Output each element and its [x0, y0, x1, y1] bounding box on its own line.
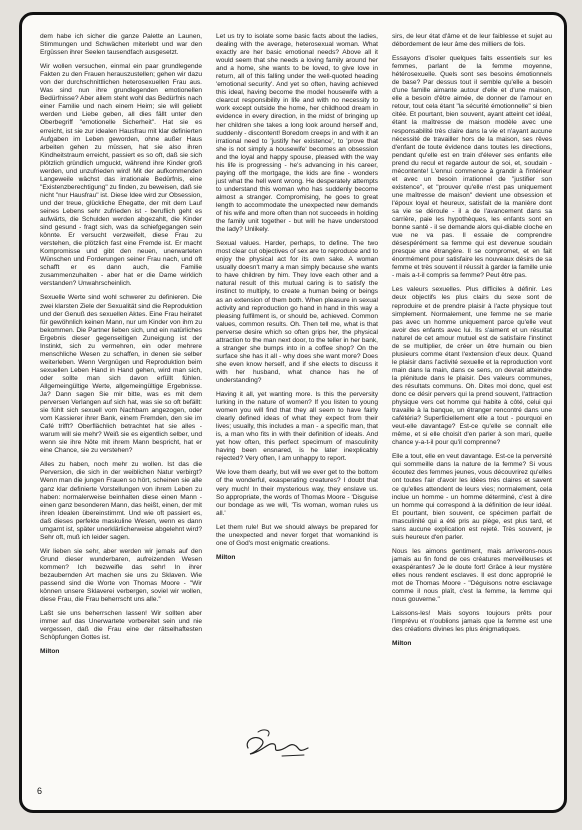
french-paragraph: Nous les aimons gentiment, mais arriverons-nous jamais au fin fond de ces créatures merveilleuses et exaspérantes? Je le doute fort! Grâce à leur mystère elles nous rendent esclaves. Il est donc approprié le mot de Thomas Moore - "Déguisons notre esclavage comme il nous plaît, c'est la femme, la femme qui nous gouverne." — [392, 547, 552, 604]
french-paragraph: Elle a tout, elle en veut davantage. Est-ce la perversité qui sommeille dans la nature de la femme? Si vous écoutez des femmes jeunes, vous découvrirez qu'elles ont toutes l'air d'avoir les idées très claires et savent ce qu'elles attendent de leurs vies; normalement, cela inclue un homme - un homme déterminé, c'est à dire un homme qui correspond à la définition de leur idéal. Et pourtant, bien souvent, ce spécimen parfait de masculinité qui a été pris au piège, est plus tard, et sans aucune explication est rejeté. Très souvent, je suis heureux d'en parler. — [392, 453, 552, 541]
german-paragraph: Sexuelle Werte sind wohl schwerer zu definieren. Die zwei klarsten Ziele der Sexualität sind die Reproduktion und der Genuß des sexuellen Aktes. Eine Frau heiratet für gewöhnlich keinen Mann, nur um Kinder von ihm zu bekommen. Die Partner lieben sich, und ein natürliches Ergebnis dieser gegenseitigen Zuneigung ist der Instinkt, sich zu vermehren, ein oder mehrere menschliche Wesen zu schaffen, in denen sie selber weiterleben. Wenn Vergnügen und Reproduktion beim sexuellen Leben Hand in Hand gehen, wird man sich, oder sollte man sich davon erfüllt fühlen. Allgemeingültige Werte, allgemeingültige Ergebnisse. Ja? Dann sagen Sie mir bitte, was es mit dem perversen Verlangen auf sich hat, was sie so oft befällt: sie fühlt sich sexuell vom Nachbarn angezogen, oder vom Kassierer ihrer Bank, einem Fremden, den sie im Café trifft? Oberflächlich betrachtet hat sie alles - warum will sie mehr? Weiß sie es eigentlich selber, und wenn sie ihre Nöte mit ihrem Mann bespricht, hat er eine Chance, sie zu verstehen? — [40, 294, 202, 455]
english-signature: Milton — [216, 553, 236, 561]
handwritten-signature-icon — [238, 722, 316, 762]
english-paragraph: Let them rule! But we should always be prepared for the unexpected and never forget that womankind is one of God's most enigmatic creations. — [216, 523, 378, 547]
page-number: 6 — [37, 786, 43, 796]
french-paragraph: Essayons d'isoler quelques faits essentiels sur les femmes, parlant de la femme moyenne, hétérosexuelle. Quels sont ses besoins émotionnels de base? Par dessus tout il semble qu'elle a besoin d'une famille aimante autour d'elle et d'une maison, elle a besoin d'être aimée, de donner de l'amour en retour, tout cela étant "la sécurité émotionnelle" si bien citée. Et pourtant, bien souvent, ayant atteint cet idéal, étant la maîtresse de maison modèle avec une responsabilité très claire dans la vie et n'ayant aucune nécessité de travailler hors de la maison, ses rêves d'enfant de toute évidence dans toutes les directions, pendant qu'elle est en train d'élever ses enfants elle prend du recul et regarde autour de soi, et, soudain - mécontente! L'ennui commence à grandir à l'intérieur et avec un besoin irrationnel de "justifier son existence", et "prouver qu'elle n'est pas uniquement une maîtresse de maison" devient une obsession et l'époux loyal et heureux, satisfait de la manière dont sa vie se déroule - il a de l'avancement dans sa carrière, paie les hypothèques, les enfants sont en bonne santé - il se demande alors qui-diable cloche en vue ne va pas. Il essaie de comprendre désespérément sa femme qui est devenue soudain presque une étrangère. Il se compromet, et en fait énormément pour satisfaire les nouveaux désirs de sa femme et très souvent il réussit à garder la famille unie - mais a-t-il compris sa femme? Peut être pas. — [392, 55, 552, 280]
french-paragraph: Les valeurs sexuelles. Plus difficiles à définir. Les deux objectifs les plus clairs du sexe sont de reproduire et de prendre plaisir à l'acte physique tout simplement. Normalement, une femme ne se marie pas avec un homme uniquement parce qu'elle veut avoir des enfants avec lui. Ils s'aiment et un résultat naturel de cet amour mutuel est de satisfaire l'instinct de se multiplier, de créer un être humain ou bien plusieurs comme étant l'extension d'eux deux. Quand le plaisir dans l'activité sexuelle et la reproduction vont main dans la main, dans ce sens, on devrait atteindre la plénitude dans le plaisir. Des valeurs communes, des résultats communs. Oh. Dites moi donc, quel est donc ce désir pervers qui la prend souvent, l'attraction physique vers cet homme qui habite à côté, celui qui travaille à la banque, un étranger rencontré dans une cafétéria? Superficiellement elle a tout - pourquoi en veut-elle davantage? Est-ce qu'elle se connaît elle même, et si elle choisit d'en parler à son mari, quelle chance y-a-t-il pour qu'il comprenne? — [392, 286, 552, 447]
german-paragraph: dem habe ich sicher die ganze Palette an Launen, Stimmungen und Schwächen miterlebt und war den Ergüssen ihrer Seelen tausendfach ausgesetzt. — [40, 33, 202, 57]
english-column — [216, 33, 378, 562]
english-paragraph: We love them dearly, but will we ever get to the bottom of the wonderful, exasperating creatures? I doubt that very much! In their mysterious way, they enslave us. So appropriate, the words of Thomas Moore - 'Disguise our bondage as we will, 'Tis woman, woman rules us all.' — [216, 469, 378, 517]
english-paragraph: Having it all, yet wanting more. Is this the perversity lurking in the nature of women? If you listen to young women you will find that they all seem to have fairly clearly defined ideas of what they expect from their lives; usually, this includes a man - a specific man, that is, a man who fits in with their definition of ideals. And yet how often, this perfect specimum of masculinity having been ensnared, is he later inexplicably rejected? Very often, I am unhappy to report. — [216, 391, 378, 463]
english-paragraph: Sexual values. Harder, perhaps, to define. The two most clear cut objectives of sex are to reproduce and to enjoy the physical act for its own sake. A woman usually doesn't marry a man simply because she wants to have children by him. They love each other and a natural result of this mutual caring is to satisfy the instinct to multiply, to create a human being or beings as an extension of them both. When pleasure in sexual activity and reproduction go hand in hand in this way a pleasing fulfilment is, or should be, achieved. Common values, common results. Oh. Then tell me, what is that perverse desire which so often grips her, the physical attraction to the man next door, to the teller in her bank, a stranger she bumps into in a coffee shop? On the surface she has it all - why does she want more? Does she even know herself, and if she elects to discuss it with her husband, what chance has he of understanding? — [216, 240, 378, 384]
english-paragraph: Let us try to isolate some basic facts about the ladies, dealing with the average, heterosexual woman. What exactly are her basic emotional needs? Above all it would seem that she needs a loving family around her and a home, she wants to be loved, to give love in return, all of this falling under the well-quoted heading 'emotional security'. And yet so often, having achieved this ideal, having become the model housewife with a clearcut responsibility in life and with no necessity to work except outside the home, her childhood dream in evidence in every direction, in the midst of bringing up her children she takes a long look around herself and, suddenly - discontent! Boredom creeps in and with it an irrational need to 'justify her existence', to 'prove that she is not simply a housewife' becomes an obsession and the loyal and happy spouse, pleased with the way his life is progressing - he's advancing in his career, paying off the mortgage, the kids are fine - wonders just what the hell went wrong. He desperately attempts to understand this woman who has suddenly become almost a stranger. Compromising, he goes to great length to accommodate the unexpected new demands of his wife and more often than not succeeds in holding the family unit together - but will he have understood the lady? Unlikely. — [216, 33, 379, 234]
french-paragraph: Laissons-les! Mais soyons toujours prêts pour l'imprévu et n'oublions jamais que la femme est une des créations divines les plus énigmatiques. — [392, 610, 552, 634]
french-paragraph: sirs, de leur état d'âme et de leur faiblesse et sujet au débordement de leur âme des milliers de fois. — [392, 33, 552, 49]
german-signature: Milton — [40, 648, 60, 656]
page-frame — [19, 12, 567, 813]
german-paragraph: Wir wollen versuchen, einmal ein paar grundlegende Fakten zu den Frauen herauszustellen; gehen wir dazu von der durchschnittlichen heterosexuellen Frau aus. Was sind nun ihre grundlegenden emotionellen Bedürfnisse? Aber allem steht wohl das Bedürfnis nach einer Familie und nach einem Heim; sie will geliebt werden und Liebe geben, all dies fällt unter den Oberbegriff "emotionelle Sicherheit". Hat sie es erreicht, ist sie zur idealen Hausfrau mit klar definierten Aufgaben im Leben geworden, ohne außer Haus arbeiten gehen zu müssen, hat sie also ihren Kindheitstraum erreicht, passiert es so oft, daß sie sich plötzlich gründlich umguckt, während ihre Kinder groß werden, und unzufrieden wird! Mit der aufkommenden Langeweile wächst das irrationale Bedürfnis, eine "Existenzberechtigung" zu finden, zu beweisen, daß sie nicht "nur Hausfrau" ist. Diese Idee wird zur Obsession, und der treue, glückliche Ehegatte, der mit dem Lauf seines Lebens sehr zufrieden ist - beruflich geht es aufwärts, die Schulden werden abgezahlt, die Kinder sind gesund - fragt sich, was da schiefgegangen sein könnte. Er versucht verzweifelt, diese Frau zu verstehen, die plötzlich fast eine Fremde ist. Er macht Kompromisse und gibt den neuen, unerwarteten Wünschen und Forderungen seiner Frau nach, und oft schafft er es dann auch, die Familie zusammenzuhalten - aber hat er die Dame wirklich verstanden? Unwahrscheinlich. — [40, 63, 202, 288]
french-column — [392, 33, 552, 648]
german-paragraph: Laßt sie uns beherrschen lassen! Wir sollten aber immer auf das Unerwartete vorbereitet sein und nie vergessen, daß die Frau eine der rätselhaftesten Schöpfungen Gottes ist. — [40, 610, 202, 642]
french-signature: Milton — [392, 640, 412, 648]
german-paragraph: Wir lieben sie sehr, aber werden wir jemals auf den Grund dieser wunderbaren, aufreizenden Wesen kommen? Ich bezweifle das sehr! In ihrer bezaubernden Art machen sie uns zu Sklaven. Wie passend sind die Worte von Thomas Moore - "Wir können unsere Sklaverei verbergen, soviel wir wollen, diese Frau, die Frau beherrscht uns alle." — [40, 547, 202, 604]
german-paragraph: Alles zu haben, noch mehr zu wollen. Ist das die Perversion, die sich in der weiblichen Natur verbirgt? Wenn man die jungen Frauen so hört, scheinen sie alle ganz klar definierte Vorstellungen von ihrem Leben zu haben: normalerweise beinhalten diese einen Mann - einen ganz besonderen Mann, das heißt, einen, der mit ihren Idealen übereinstimmt. Und wie oft passiert es, daß dieses perfekte maskuline Wesen, wenn es dann umgarnt ist, später unerklärlicherweise abgelehnt wird? Sehr oft, muß ich leider sagen. — [40, 461, 202, 541]
german-column — [40, 33, 202, 656]
